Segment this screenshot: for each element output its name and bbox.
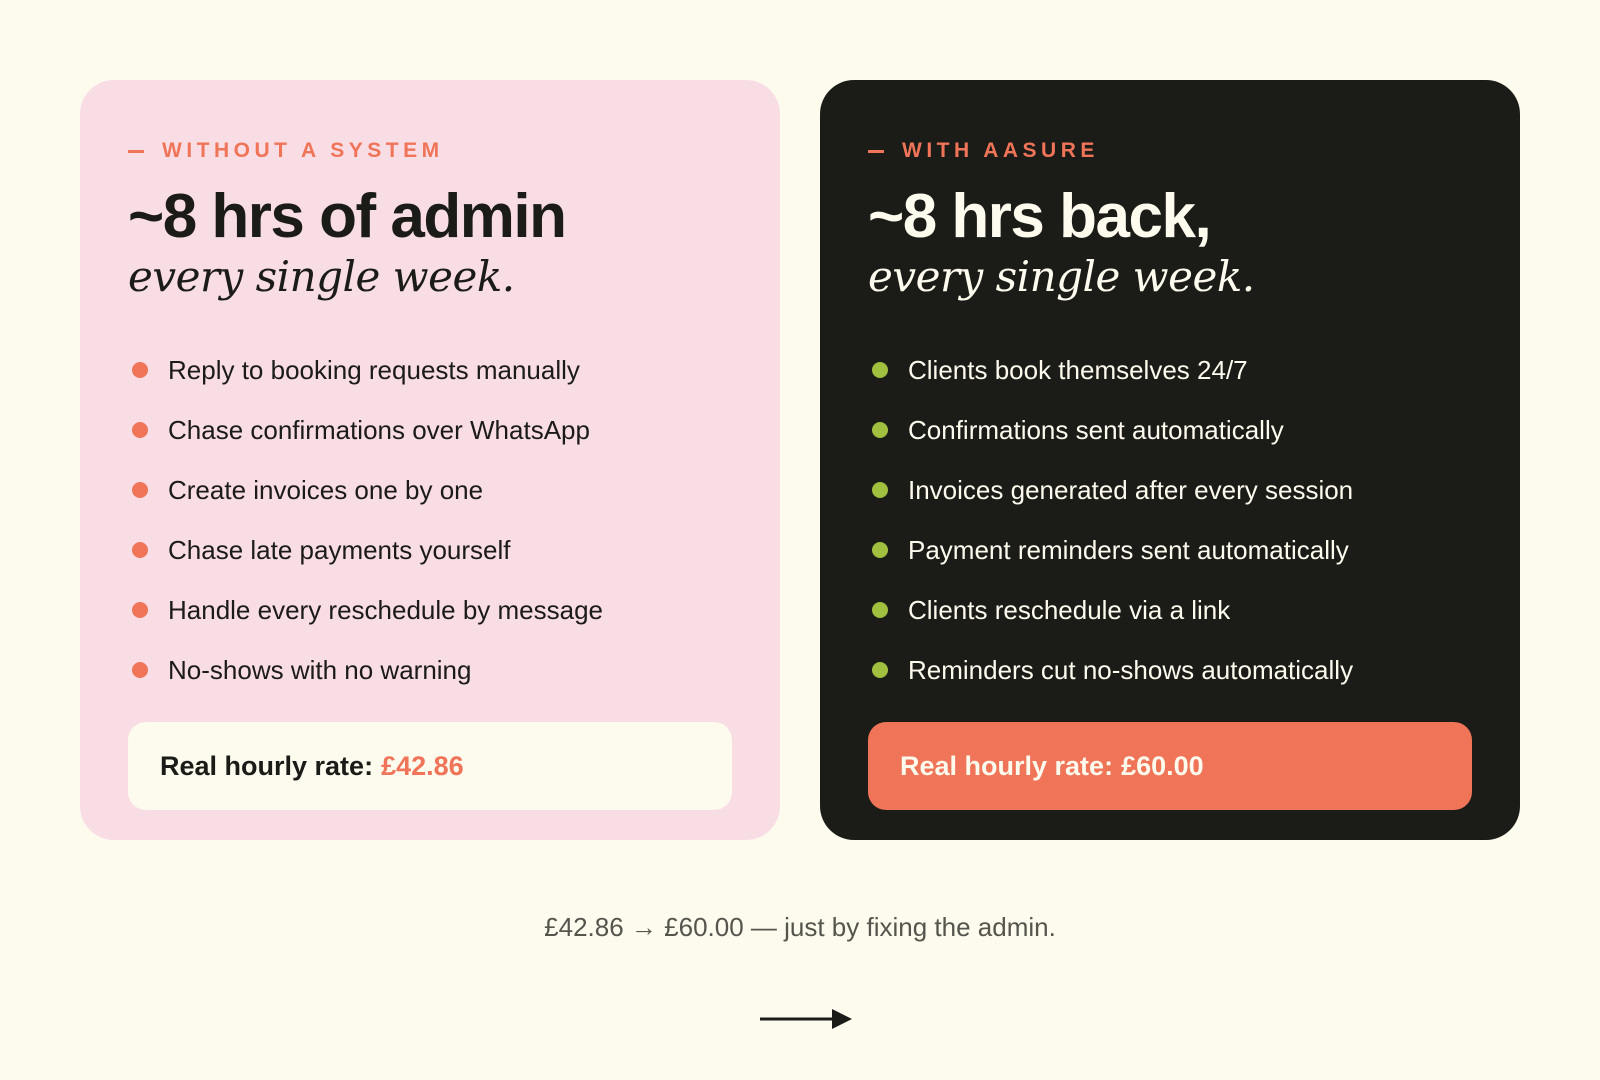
green-dot-icon xyxy=(872,482,888,498)
red-dot-icon xyxy=(132,362,148,378)
with-aasure-eyebrow xyxy=(868,136,1472,166)
green-dot-icon xyxy=(872,542,888,558)
list-item xyxy=(868,340,1472,400)
red-dot-icon xyxy=(132,542,148,558)
dash-icon xyxy=(868,150,884,153)
list-item xyxy=(128,580,732,640)
summary-text: £42.86 → £60.00 — just by fixing the admin. xyxy=(544,912,1056,942)
list-item xyxy=(868,520,1472,580)
list-item xyxy=(128,640,732,700)
without-system-list xyxy=(128,340,732,700)
with-aasure-rate-box xyxy=(868,722,1472,810)
without-system-headline: ~8 hrs of admin xyxy=(128,182,566,251)
list-item xyxy=(128,460,732,520)
list-item xyxy=(868,640,1472,700)
list-item xyxy=(128,340,732,400)
rate-label: Real hourly rate: xyxy=(160,750,374,781)
list-item xyxy=(868,460,1472,520)
comparison-cards xyxy=(80,80,1520,840)
list-item-label: Handle every reschedule by message xyxy=(168,594,604,625)
list-item-label: Clients reschedule via a link xyxy=(908,594,1231,625)
with-aasure-card xyxy=(820,80,1520,840)
red-dot-icon xyxy=(132,662,148,678)
list-item xyxy=(128,520,732,580)
without-system-card xyxy=(80,80,780,840)
list-item xyxy=(868,580,1472,640)
with-aasure-subhead: every single week. xyxy=(868,252,1255,301)
without-system-subhead: every single week. xyxy=(128,252,515,301)
without-system-eyebrow-label: WITHOUT A SYSTEM xyxy=(162,139,444,162)
rate-label: Real hourly rate: xyxy=(900,750,1114,781)
list-item-label: Reminders cut no-shows automatically xyxy=(908,654,1354,685)
list-item-label: Chase confirmations over WhatsApp xyxy=(168,414,590,445)
list-item-label: Confirmations sent automatically xyxy=(908,414,1284,445)
list-item-label: Invoices generated after every session xyxy=(908,474,1354,505)
with-aasure-list xyxy=(868,340,1472,700)
with-aasure-eyebrow-label: WITH AASURE xyxy=(902,139,1099,162)
list-item-label: Clients book themselves 24/7 xyxy=(908,354,1248,385)
without-system-rate-box xyxy=(128,722,732,810)
green-dot-icon xyxy=(872,662,888,678)
rate-value: £60.00 xyxy=(1121,750,1204,781)
red-dot-icon xyxy=(132,482,148,498)
list-item xyxy=(868,400,1472,460)
rate-value: £42.86 xyxy=(381,750,464,781)
list-item-label: Create invoices one by one xyxy=(168,474,484,505)
dash-icon xyxy=(128,150,144,153)
green-dot-icon xyxy=(872,602,888,618)
green-dot-icon xyxy=(872,362,888,378)
red-dot-icon xyxy=(132,602,148,618)
list-item-label: No-shows with no warning xyxy=(168,654,472,685)
list-item xyxy=(128,400,732,460)
green-dot-icon xyxy=(872,422,888,438)
list-item-label: Reply to booking requests manually xyxy=(168,354,580,385)
with-aasure-headline: ~8 hrs back, xyxy=(868,182,1211,251)
list-item-label: Chase late payments yourself xyxy=(168,534,511,565)
without-system-eyebrow xyxy=(128,136,732,166)
arrow-right-icon[interactable] xyxy=(758,1004,854,1034)
list-item-label: Payment reminders sent automatically xyxy=(908,534,1349,565)
red-dot-icon xyxy=(132,422,148,438)
